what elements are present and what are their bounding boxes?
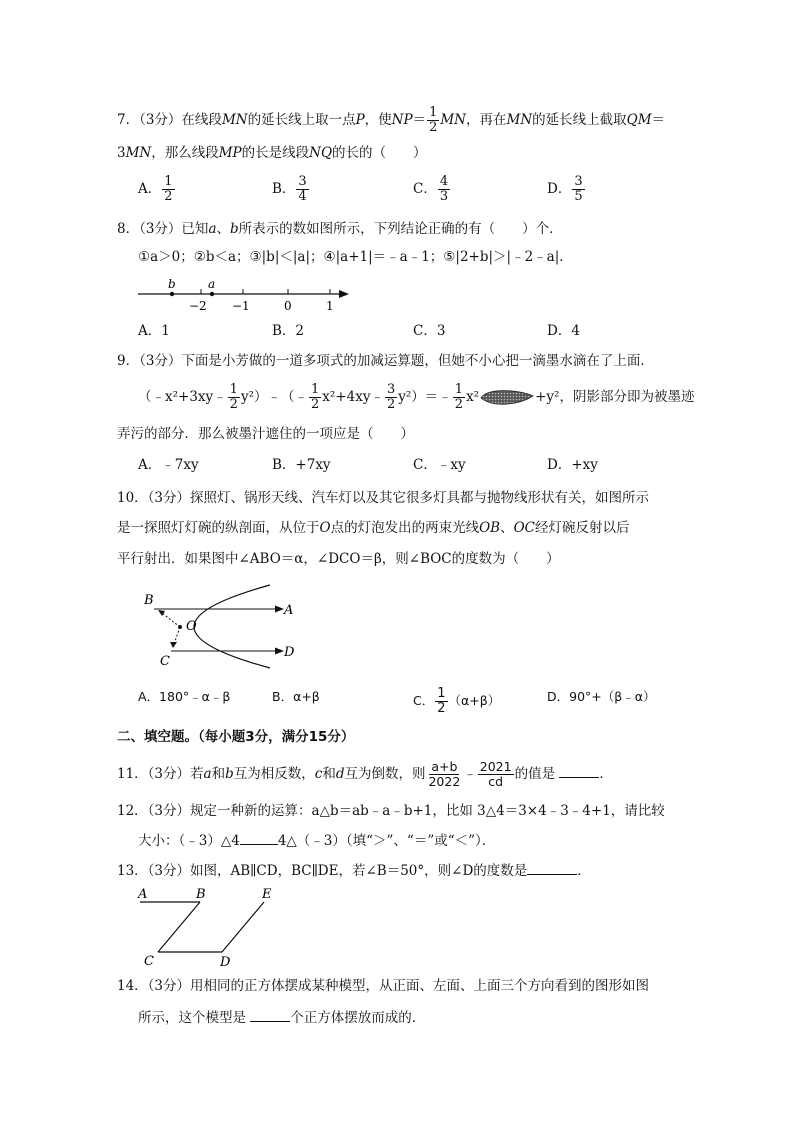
label-a: a (208, 277, 216, 291)
label-b: B (196, 887, 206, 902)
q10-line3: 平行射出．如果图中∠ABO＝α，∠DCO＝β，则∠BOC的度数为（ ） (117, 551, 560, 567)
q7-option-c[interactable]: C． $\frac{4}{3}$ (413, 174, 449, 204)
q8-line2: ①a＞0；②b＜a；③|b|＜|a|；④|a+1|＝﹣a﹣1；⑤|2+b|＞|﹣2﹣a|． (138, 249, 573, 265)
q8-line1: 8．（3分）已知a、b所表示的数如图所示，下列结论正确的有（ ）个． (117, 221, 563, 237)
label-o: O (186, 619, 197, 634)
q8-option-d[interactable]: D．4 (547, 323, 580, 339)
answer-blank[interactable] (250, 1021, 290, 1022)
tick-label-minus-2: −2 (189, 299, 207, 313)
section-heading: 二、填空题。（每小题3分，满分15分） (117, 729, 355, 745)
q7-line2: 3MN，那么线段MP的长是线段NQ的长的（ ） (117, 145, 427, 161)
q7-option-d[interactable]: D． $\frac{3}{5}$ (547, 174, 583, 204)
ray-oc (174, 627, 180, 644)
q10-option-b[interactable]: B．α+β (272, 689, 320, 704)
q9-expression: （﹣x²+3xy﹣ $\frac{1}{2}$ y²）﹣（﹣ $\frac{1}{2}$ x²+4xy﹣ $\frac{3}{2}$ y²）＝﹣ $\frac{1}{2}$ x² +y²，阴影部分即为被墨迹 (138, 382, 695, 412)
label-a: A (138, 887, 148, 902)
q8-option-b[interactable]: B．2 (272, 323, 305, 339)
q13-line1: 13．（3分）如图，AB∥CD，BC∥DE，若∠B＝50°，则∠D的度数是 ． (117, 863, 591, 879)
q12-line2: 大小：（﹣3）△4 4△（﹣3）（填“＞”、“＝”或“＜”）． (138, 833, 496, 849)
q7-option-a[interactable]: A． $\frac{1}{2}$ (138, 174, 173, 204)
q9-option-b[interactable]: B．+7xy (272, 457, 331, 473)
tick-label-1: 1 (326, 299, 334, 313)
arrow-d (275, 648, 284, 655)
q9-option-d[interactable]: D．+xy (547, 457, 598, 473)
arrow-b (158, 610, 165, 616)
q7-option-b[interactable]: B． $\frac{3}{4}$ (272, 174, 307, 204)
number-line-arrow (339, 290, 349, 298)
label-c: C (144, 954, 154, 968)
label-d: D (220, 955, 231, 968)
searchlight-parabola-figure (138, 582, 308, 672)
label-b: b (168, 277, 176, 291)
q9-line1: 9．（3分）下面是小芳做的一道多项式的加减运算题，但她不小心把一滴墨水滴在了上面． (117, 353, 654, 369)
q9-option-a[interactable]: A．﹣7xy (138, 457, 199, 473)
label-d: D (284, 645, 295, 660)
parabola-curve (194, 585, 270, 668)
q11-line: 11．（3分）若a和b互为相反数，c和d互为倒数，则 $\frac{a+b}{2022}$ ﹣ $\frac{2021}{cd}$ 的值是 ． (117, 759, 613, 789)
point-o (178, 625, 182, 629)
answer-blank[interactable] (559, 777, 599, 778)
q7-line1: 7．（3分）在线段MN的延长线上取一点P，使NP＝ $\frac{1}{2}$ MN，再在MN的延长线上截取QM＝ (117, 105, 666, 135)
segment-de (222, 902, 264, 952)
q10-line1: 10．（3分）探照灯、锅形天线、汽车灯以及其它很多灯具都与抛物线形状有关，如图所示 (117, 490, 650, 506)
label-b: B (144, 593, 154, 608)
q8-option-c[interactable]: C．3 (413, 323, 446, 339)
tick-label-minus-1: −1 (232, 299, 250, 313)
arrow-a (275, 606, 284, 613)
fraction: $\frac{1}{2}$ (429, 105, 438, 135)
tick-label-0: 0 (284, 299, 292, 313)
q8-option-a[interactable]: A．1 (138, 323, 170, 339)
arrow-c (170, 642, 177, 648)
q10-option-d[interactable]: D．90°+（β﹣α） (547, 689, 656, 704)
q14-line1: 14．（3分）用相同的正方体摆成某种模型，从正面、左面、上面三个方向看到的图形如图 (117, 978, 650, 994)
q12-line1: 12．（3分）规定一种新的运算：a△b＝ab﹣a﹣b+1，比如 3△4＝3×4﹣3﹣4+1，请比较 (117, 803, 665, 819)
answer-blank[interactable] (527, 874, 577, 875)
q10-line2: 是一探照灯灯碗的纵剖面，从位于O点的灯泡发出的两束光线OB、OC经灯碗反射以后 (117, 520, 630, 536)
ink-blot-icon (479, 389, 535, 407)
segment-bc (158, 902, 200, 952)
label-a: A (284, 603, 294, 618)
answer-blank[interactable] (240, 844, 278, 845)
q10-option-a[interactable]: A．180°﹣α﹣β (138, 689, 231, 704)
ray-ob (162, 613, 180, 627)
number-line-figure (135, 276, 355, 314)
q10-option-c[interactable]: C． $\frac{1}{2}$ （α+β） (413, 686, 501, 716)
point-a (210, 292, 214, 296)
q14-line2: 所示，这个模型是 个正方体摆放而成的． (138, 1010, 426, 1026)
label-e: E (262, 887, 272, 902)
label-c: C (160, 654, 170, 669)
point-b (170, 292, 174, 296)
q9-option-c[interactable]: C．﹣xy (413, 457, 466, 473)
parallel-lines-figure (136, 886, 286, 968)
q9-line3: 弄污的部分．那么被墨汁遮住的一项应是（ ） (117, 426, 414, 442)
